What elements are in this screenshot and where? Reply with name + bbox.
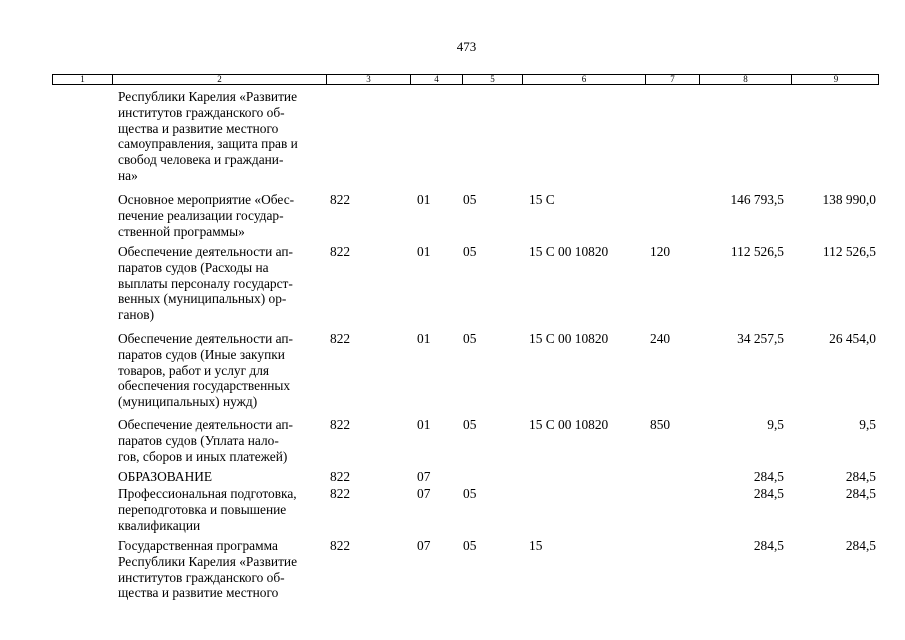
amount-cell-2: 26 454,0 <box>829 331 876 346</box>
section-cell: 01 <box>417 331 431 346</box>
description-line: паратов судов (Уплата нало- <box>118 432 279 448</box>
description-line: Обеспечение деятельности ап- <box>118 331 294 346</box>
target-cell: 15 <box>529 538 543 553</box>
section-cell: 01 <box>417 417 431 432</box>
description-cell <box>118 244 328 323</box>
amount-cell-1: 284,5 <box>753 486 784 501</box>
target-cell: 15 С 00 10820 <box>529 244 609 259</box>
target-cell: 15 С 00 10820 <box>529 417 609 432</box>
description-line: обеспечения государственных <box>118 378 291 394</box>
description-line: паратов судов (Иные закупки <box>118 346 285 362</box>
description-line: переподготовка и повышение <box>118 501 287 517</box>
description-line: Республики Карелия «Развитие <box>118 553 298 569</box>
subsection-cell: 05 <box>463 486 477 501</box>
page-number: 473 <box>456 39 477 54</box>
amount-cell-2: 284,5 <box>845 538 876 553</box>
description-line: щества и развитие местного <box>118 120 279 136</box>
code-cell: 822 <box>330 486 351 501</box>
description-cell <box>118 486 328 533</box>
description-line: (муниципальных) нужд) <box>118 394 258 410</box>
description-line: самоуправления, защита прав и <box>118 136 298 152</box>
expense-type-cell: 120 <box>650 244 671 259</box>
description-cell <box>118 89 328 184</box>
section-cell: 07 <box>417 469 431 484</box>
section-cell: 01 <box>417 244 431 259</box>
description-line: институтов гражданского об- <box>118 569 285 585</box>
description-line: выплаты персоналу государст- <box>118 275 293 291</box>
amount-cell-1: 9,5 <box>767 417 784 432</box>
amount-cell-2: 284,5 <box>845 486 876 501</box>
amount-cell-2: 284,5 <box>845 469 876 484</box>
description-line: свобод человека и граждани- <box>118 152 284 168</box>
code-cell: 822 <box>330 469 351 484</box>
description-line: паратов судов (Расходы на <box>118 259 269 275</box>
code-cell: 822 <box>330 331 351 346</box>
amount-cell-1: 34 257,5 <box>737 331 784 346</box>
description-cell <box>118 417 328 464</box>
description-line: на» <box>118 167 138 183</box>
section-cell: 07 <box>417 538 431 553</box>
code-cell: 822 <box>330 538 351 553</box>
column-header-2: 2 <box>112 75 326 84</box>
target-cell: 15 С 00 10820 <box>529 331 609 346</box>
description-line: товаров, работ и услуг для <box>118 362 270 378</box>
description-line: гов, сборов и иных платежей) <box>118 448 288 464</box>
section-cell: 07 <box>417 486 431 501</box>
expense-type-cell: 240 <box>650 331 671 346</box>
column-header-6: 6 <box>522 75 645 84</box>
amount-cell-1: 112 526,5 <box>730 244 784 259</box>
description-line: институтов гражданского об- <box>118 104 285 120</box>
amount-cell-2: 112 526,5 <box>822 244 876 259</box>
description-line: квалификации <box>118 517 201 533</box>
column-header-3: 3 <box>326 75 410 84</box>
column-header-5: 5 <box>462 75 522 84</box>
target-cell: 15 С <box>529 192 555 207</box>
amount-cell-1: 146 793,5 <box>730 192 784 207</box>
description-line: Профессиональная подготовка, <box>118 486 297 501</box>
description-line: ственной программы» <box>118 223 245 239</box>
subsection-cell: 05 <box>463 244 477 259</box>
code-cell: 822 <box>330 417 351 432</box>
column-header-1: 1 <box>80 74 85 84</box>
description-line: Государственная программа <box>118 538 278 553</box>
description-line: Основное мероприятие «Обес- <box>118 192 295 207</box>
amount-cell-1: 284,5 <box>753 538 784 553</box>
amount-cell-2: 138 990,0 <box>822 192 876 207</box>
subsection-cell: 05 <box>463 331 477 346</box>
section-cell: 01 <box>417 192 431 207</box>
description-line: ганов) <box>118 307 155 323</box>
description-line: печение реализации государ- <box>118 207 284 223</box>
subsection-cell: 05 <box>463 538 477 553</box>
amount-cell-2: 9,5 <box>859 417 876 432</box>
description-cell <box>118 538 328 601</box>
column-header-9: 9 <box>791 75 880 84</box>
code-cell: 822 <box>330 192 351 207</box>
subsection-cell: 05 <box>463 417 477 432</box>
description-line: щества и развитие местного <box>118 585 279 601</box>
expense-type-cell: 850 <box>650 417 671 432</box>
description-cell <box>118 331 328 410</box>
description-line: Обеспечение деятельности ап- <box>118 417 294 432</box>
description-line: венных (муниципальных) ор- <box>118 291 287 307</box>
description-line: Обеспечение деятельности ап- <box>118 244 294 259</box>
description-cell <box>118 192 328 239</box>
column-header-7: 7 <box>645 75 699 84</box>
description-cell <box>118 469 328 485</box>
code-cell: 822 <box>330 244 351 259</box>
description-line: ОБРАЗОВАНИЕ <box>118 469 213 484</box>
column-header-4: 4 <box>410 75 462 84</box>
table-header-row <box>52 74 879 85</box>
description-line: Республики Карелия «Развитие <box>118 89 298 104</box>
subsection-cell: 05 <box>463 192 477 207</box>
column-header-8: 8 <box>699 75 791 84</box>
amount-cell-1: 284,5 <box>753 469 784 484</box>
